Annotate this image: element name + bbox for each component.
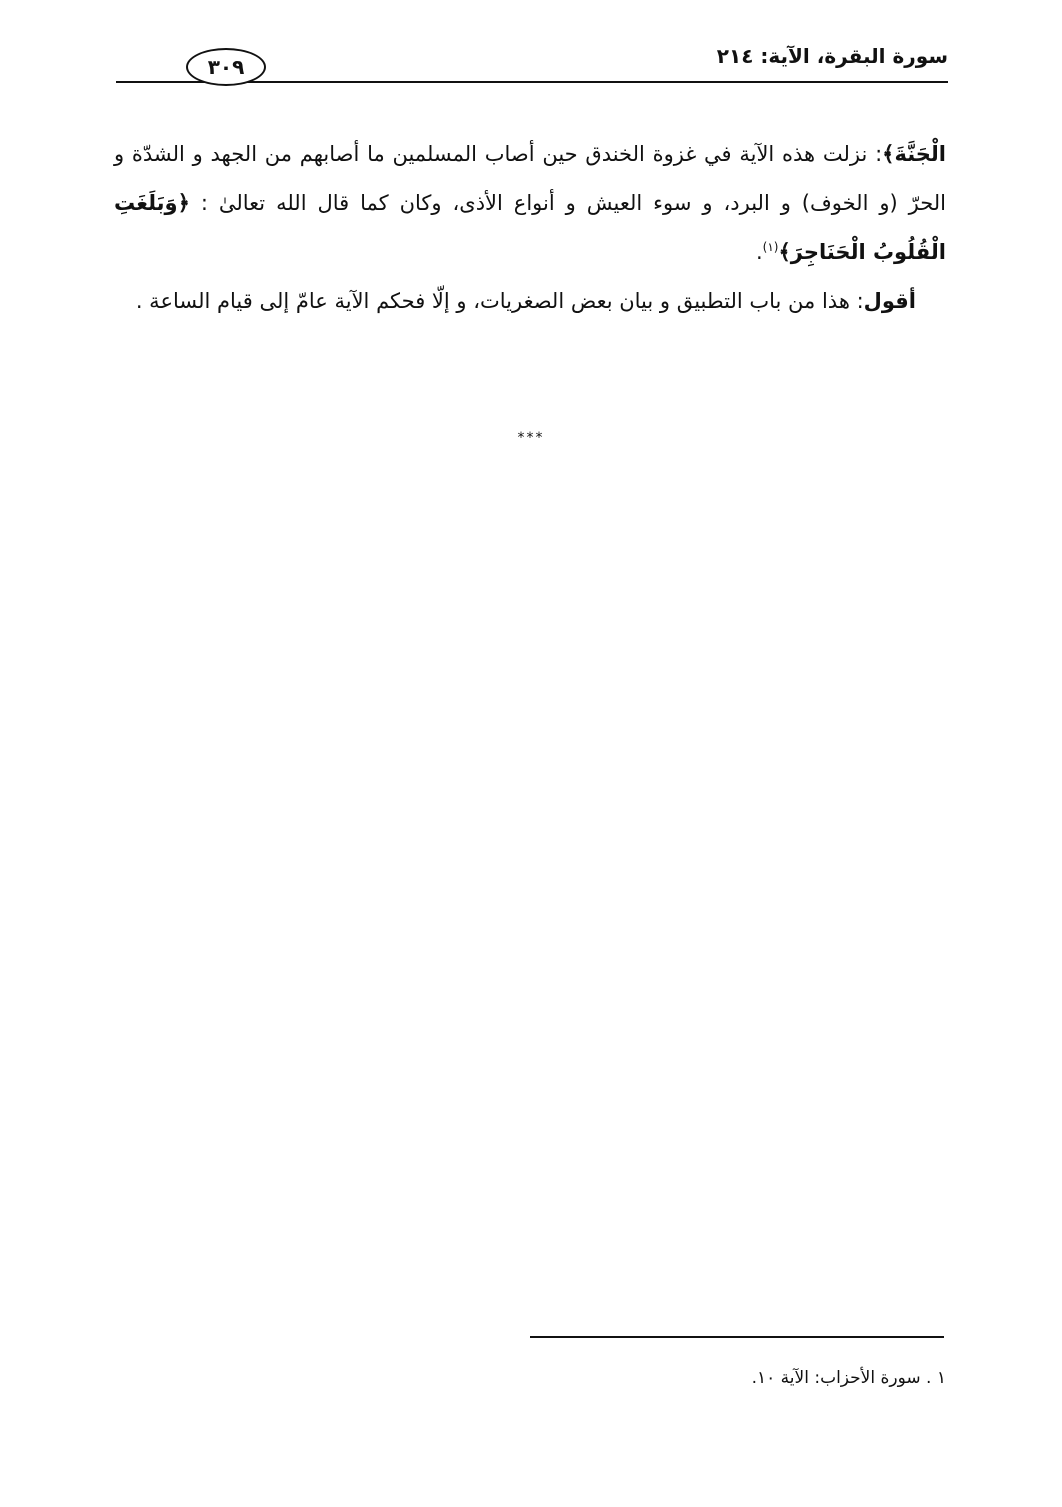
running-title: سورة البقرة، الآية: ٢١٤ [716, 44, 948, 68]
footnote-1: ١ . سورة الأحزاب: الآية ١٠. [751, 1368, 946, 1388]
paragraph-2-text: : هذا من باب التطبيق و بيان بعض الصغريات، و إلّا فحكم الآية عامّ إلى قيام الساعة . [135, 289, 864, 313]
paragraph-1-text: : نزلت هذه الآية في غزوة الخندق حين أصاب المسلمين ما أصابهم من الجهد و الشدّة و الحرّ (و الخوف) و البرد، و سوء العيش و أنواع الأذى، وكان كما قال الله تعالىٰ : [114, 142, 946, 215]
page-header [116, 36, 948, 88]
footnote-reference: (١) [762, 240, 779, 254]
page-number: ٣٠٩ [186, 48, 266, 86]
paragraph-2 [114, 277, 946, 326]
section-separator: *** [517, 430, 545, 446]
paragraph-1 [114, 130, 946, 277]
quran-quote: ﴿وَبَلَغَتِ الْقُلُوبُ الْحَنَاجِرَ﴾ [114, 191, 946, 264]
commented-term: الْجَنَّةَ﴾ [882, 142, 946, 166]
main-text [114, 130, 946, 326]
paragraph-1-end: . [755, 240, 763, 264]
paragraph-2-lead: أقول [863, 289, 916, 313]
footnote-rule [530, 1336, 944, 1338]
